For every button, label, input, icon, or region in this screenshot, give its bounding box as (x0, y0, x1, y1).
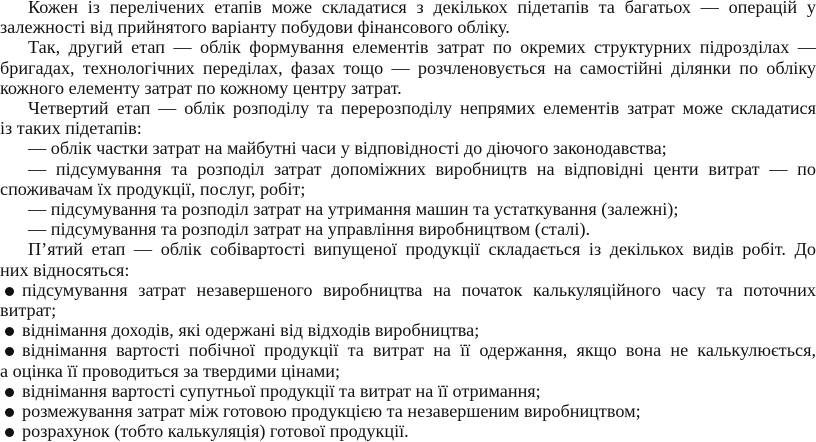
text-line (0, 37, 816, 58)
text-line (0, 260, 816, 281)
bullet-dot-icon (5, 287, 14, 296)
line-text: — підсумування та розподіл затрат допоміжних виробництв на відповідні центи витрат — по (28, 158, 816, 179)
line-text: а оцінка її проводиться за твердими цінами; (0, 360, 341, 381)
line-text: споживачам їх продукції, послуг, робіт; (0, 178, 306, 199)
line-text: витрат; (0, 300, 57, 320)
line-text: них відносяться: (0, 259, 130, 280)
text-line (0, 159, 816, 180)
bullet-item-line (0, 280, 816, 301)
line-text: Кожен із перелічених етапів може складатися з декількох підетапів та багатьох — операцій у (28, 0, 816, 17)
line-text: віднімання доходів, які одержані від відходів виробництва; (22, 320, 480, 341)
text-line (0, 17, 816, 38)
bullet-item-line (0, 401, 816, 422)
text-line (0, 98, 816, 119)
line-text: Так, другий етап — облік формування елементів затрат по окремих структурних підрозділах — (28, 37, 816, 58)
text-line (0, 138, 816, 159)
line-text: розмежування затрат між готовою продукцією та незавершеним виробництвом; (22, 401, 641, 421)
bullet-item-line (0, 320, 816, 341)
text-line (0, 0, 816, 18)
bullet-dot-icon (5, 388, 14, 397)
line-text: бригадах, технологічних переділах, фазах тощо — розчленовується на самостійні ділянки по обліку (0, 57, 816, 78)
text-line (0, 199, 816, 220)
line-text: віднімання вартості супутньої продукції та витрат на її отримання; (22, 380, 541, 401)
text-line (0, 361, 816, 382)
line-text: — підсумування та розподіл затрат на управління виробництвом (сталі). (28, 219, 591, 240)
line-text: Четвертий етап — облік розподілу та перерозподілу непрямих елементів затрат може складатися (28, 98, 816, 118)
text-line (0, 78, 816, 99)
text-line (0, 118, 816, 139)
bullet-item-line (0, 340, 816, 361)
text-line (0, 58, 816, 79)
line-text: віднімання вартості побічної продукції та витрат на її одержання, якщо вона не калькулюється, (22, 340, 816, 361)
bullet-dot-icon (5, 408, 14, 417)
line-text: — облік частки затрат на майбутні часи у відповідності до діючого законодавства; (28, 138, 667, 159)
text-line (0, 219, 816, 240)
line-text: підсумування затрат незавершеного виробництва на початок калькуляційного часу та поточних (22, 279, 816, 300)
line-text: — підсумування та розподіл затрат на утримання машин та устаткування (залежні); (28, 199, 679, 219)
line-text: із таких підетапів: (0, 118, 142, 139)
text-line (0, 239, 816, 260)
bullet-dot-icon (5, 327, 14, 336)
bullet-item-line (0, 381, 816, 402)
text-line (0, 179, 816, 200)
bullet-dot-icon (5, 347, 14, 356)
bullet-dot-icon (5, 428, 14, 437)
bullet-item-line (0, 421, 816, 442)
line-text: залежності від прийнятого варіанту побудови фінансового обліку. (0, 17, 510, 38)
line-text: кожного елементу затрат по кожному центру затрат. (0, 77, 402, 98)
line-text: розрахунок (тобто калькуляція) готової продукції. (22, 421, 409, 442)
text-line (0, 300, 816, 321)
line-text: П’ятий етап — облік собівартості випущеної продукції складається із декількох видів робіт. До (28, 239, 816, 260)
